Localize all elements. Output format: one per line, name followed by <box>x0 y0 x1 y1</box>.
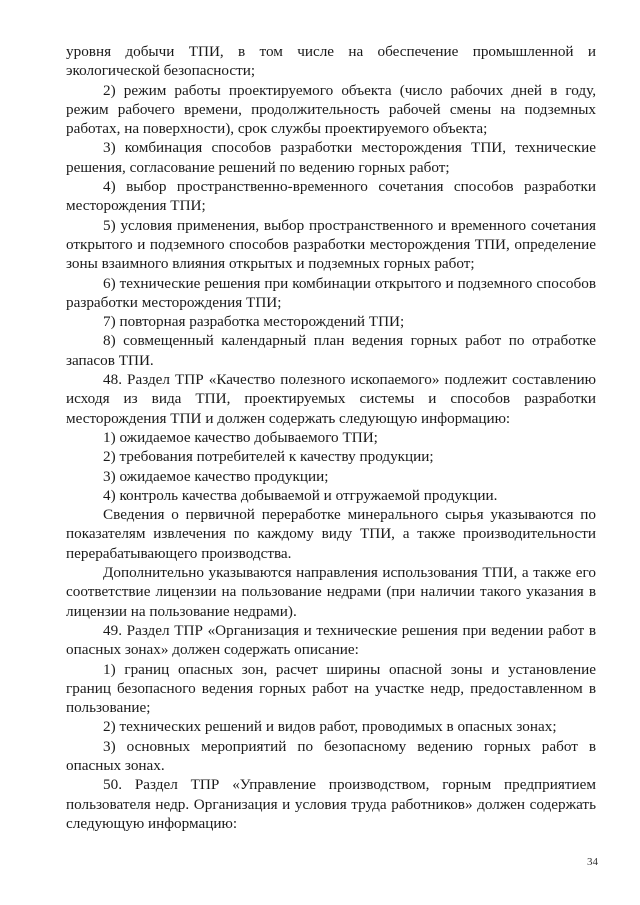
paragraph: 1) границ опасных зон, расчет ширины опасной зоны и установление границ безопасного ведения горных работ на участке недр, предоставленном в пользование; <box>66 660 596 717</box>
page-number: 34 <box>587 856 598 868</box>
paragraph: уровня добычи ТПИ, в том числе на обеспечение промышленной и экологической безопасности; <box>66 43 596 80</box>
paragraph: Дополнительно указываются направления использования ТПИ, а также его соответствие лицензии на пользование недрами (при наличии такого указания в лицензии на пользование недрами). <box>66 564 596 620</box>
paragraph: 1) ожидаемое качество добываемого ТПИ; <box>103 428 378 446</box>
paragraph: 50. Раздел ТПР «Управление производством, горным предприятием пользователя недр. Организация и условия труда работников» должен содержать следующую информацию: <box>66 776 596 832</box>
paragraph: 4) выбор пространственно-временного сочетания способов разработки месторождения ТПИ; <box>66 178 596 215</box>
paragraph: 3) ожидаемое качество продукции; <box>103 467 329 485</box>
paragraph: 7) повторная разработка месторождений ТПИ; <box>103 313 405 331</box>
paragraph: Сведения о первичной переработке минерального сырья указываются по показателям извлечения по каждому виду ТПИ, а также производительности перерабатывающего производства. <box>66 506 596 562</box>
body-text <box>66 42 596 833</box>
paragraph: 3) комбинация способов разработки месторождения ТПИ, технические решения, согласование решений по ведению горных работ; <box>66 139 596 176</box>
paragraph: 48. Раздел ТПР «Качество полезного ископаемого» подлежит составлению исходя из вида ТПИ, проектируемых системы и способов разработки месторождения ТПИ и должен содержать следующую информацию: <box>66 371 596 427</box>
paragraph: 2) технических решений и видов работ, проводимых в опасных зонах; <box>103 718 557 736</box>
paragraph: 4) контроль качества добываемой и отгружаемой продукции. <box>103 486 498 504</box>
paragraph: 6) технические решения при комбинации открытого и подземного способов разработки месторождения ТПИ; <box>66 274 596 311</box>
paragraph: 5) условия применения, выбор пространственного и временного сочетания открытого и подземного способов разработки месторождения ТПИ, определение зоны взаимного влияния открытых и подземных горных работ; <box>66 216 596 273</box>
paragraph: 8) совмещенный календарный план ведения горных работ по отработке запасов ТПИ. <box>66 332 596 369</box>
paragraph: 2) требования потребителей к качеству продукции; <box>103 448 434 466</box>
paragraph: 49. Раздел ТПР «Организация и технические решения при ведении работ в опасных зонах» должен содержать описание: <box>66 621 596 659</box>
paragraph: 2) режим работы проектируемого объекта (число рабочих дней в году, режим рабочего времени, продолжительность рабочей смены на подземных работах, на поверхности), срок службы проектируемого объекта; <box>66 81 596 138</box>
paragraph: 3) основных мероприятий по безопасному ведению горных работ в опасных зонах. <box>66 737 596 774</box>
